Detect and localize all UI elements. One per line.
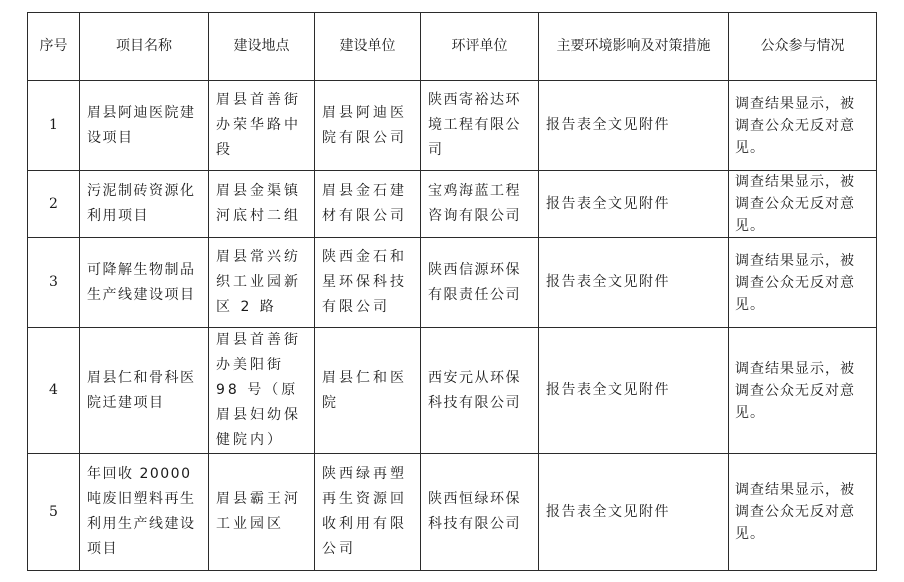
project-builder: 眉县仁和医院	[315, 328, 421, 454]
project-name: 眉县仁和骨科医院迁建项目	[80, 328, 209, 454]
header-row	[28, 13, 877, 81]
header-builder: 建设单位	[315, 13, 421, 81]
row-no: 3	[28, 238, 80, 328]
project-builder: 眉县阿迪医院有限公司	[315, 81, 421, 171]
table-row	[28, 454, 877, 571]
row-no: 1	[28, 81, 80, 171]
project-name: 污泥制砖资源化利用项目	[80, 171, 209, 238]
project-eia-unit: 陕西寄裕达环境工程有限公司	[421, 81, 539, 171]
project-measures: 报告表全文见附件	[539, 238, 729, 328]
project-eia-unit: 宝鸡海蓝工程咨询有限公司	[421, 171, 539, 238]
project-name: 年回收 20000 吨废旧塑料再生利用生产线建设项目	[80, 454, 209, 571]
public-participation: 调查结果显示，被调查公众无反对意见。	[729, 238, 877, 328]
project-measures: 报告表全文见附件	[539, 171, 729, 238]
project-table	[27, 12, 877, 571]
project-eia-unit: 陕西恒绿环保科技有限公司	[421, 454, 539, 571]
public-participation: 调查结果显示，被调查公众无反对意见。	[729, 171, 877, 238]
header-no: 序号	[28, 13, 80, 81]
project-location: 眉县霸王河工业园区	[209, 454, 315, 571]
header-location: 建设地点	[209, 13, 315, 81]
project-location: 眉县常兴纺织工业园新区 2 路	[209, 238, 315, 328]
public-participation: 调查结果显示，被调查公众无反对意见。	[729, 328, 877, 454]
table-row	[28, 171, 877, 238]
project-measures: 报告表全文见附件	[539, 81, 729, 171]
table-row	[28, 81, 877, 171]
header-measures: 主要环境影响及对策措施	[539, 13, 729, 81]
public-participation: 调查结果显示，被调查公众无反对意见。	[729, 454, 877, 571]
project-name: 眉县阿迪医院建设项目	[80, 81, 209, 171]
project-measures: 报告表全文见附件	[539, 454, 729, 571]
header-project-name: 项目名称	[80, 13, 209, 81]
project-builder: 陕西金石和星环保科技有限公司	[315, 238, 421, 328]
project-name: 可降解生物制品生产线建设项目	[80, 238, 209, 328]
header-eia-unit: 环评单位	[421, 13, 539, 81]
header-public: 公众参与情况	[729, 13, 877, 81]
row-no: 4	[28, 328, 80, 454]
public-participation: 调查结果显示，被调查公众无反对意见。	[729, 81, 877, 171]
project-builder: 陕西绿再塑再生资源回收利用有限公司	[315, 454, 421, 571]
row-no: 5	[28, 454, 80, 571]
project-location: 眉县首善街办荣华路中段	[209, 81, 315, 171]
table-row	[28, 238, 877, 328]
project-eia-unit: 陕西信源环保有限责任公司	[421, 238, 539, 328]
project-builder: 眉县金石建材有限公司	[315, 171, 421, 238]
table-row	[28, 328, 877, 454]
project-location: 眉县金渠镇河底村二组	[209, 171, 315, 238]
project-measures: 报告表全文见附件	[539, 328, 729, 454]
row-no: 2	[28, 171, 80, 238]
project-location: 眉县首善街办美阳街 98 号（原眉县妇幼保健院内）	[209, 328, 315, 454]
project-eia-unit: 西安元从环保科技有限公司	[421, 328, 539, 454]
